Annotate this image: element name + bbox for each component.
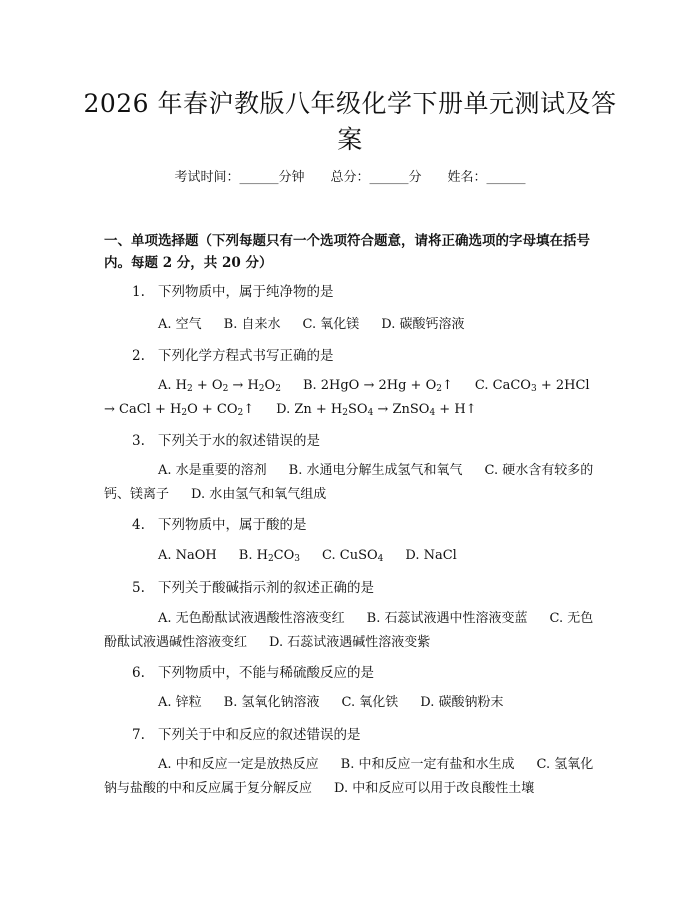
question-4: [132, 515, 307, 535]
option-d: D. 中和反应可以用于改良酸性土壤: [334, 781, 535, 796]
question-text: 下列物质中，不能与稀硫酸反应的是: [158, 665, 374, 681]
exam-info-line: [0, 168, 700, 188]
option-c: C. 硬水含有较多的钙、镁离子: [104, 463, 594, 502]
option-d: D. 石蕊试液遇碱性溶液变紫: [269, 635, 431, 650]
option-a: A. NaOH: [158, 548, 217, 563]
score-blank: ______: [369, 170, 409, 185]
time-blank: ______: [239, 170, 279, 185]
option-a: A. 锌粒: [158, 695, 202, 710]
option-b: B. $H_2CO_3$: [238, 548, 301, 564]
option-b: B. 水通电分解生成氢气和氧气: [288, 463, 463, 478]
option-b: B. 石蕊试液遇中性溶液变蓝: [366, 611, 528, 626]
question-text: 下列化学方程式书写正确的是: [158, 348, 334, 364]
question-text: 下列物质中，属于酸的是: [158, 517, 307, 533]
question-text: 下列关于中和反应的叙述错误的是: [158, 727, 361, 743]
question-text: 下列物质中，属于纯净物的是: [158, 284, 334, 300]
question-4-options: [104, 544, 600, 568]
option-d: D. 水由氢气和氧气组成: [191, 487, 327, 502]
option-a: A. 无色酚酞试液遇酸性溶液变红: [158, 611, 345, 626]
question-5: [132, 578, 374, 598]
question-number: 7.: [132, 727, 145, 743]
name-blank: ______: [486, 170, 526, 185]
option-a: A. 水是重要的溶剂: [158, 463, 267, 478]
option-a: A. 空气: [158, 317, 202, 332]
option-a: A. 中和反应一定是放热反应: [158, 757, 319, 772]
time-unit: 分钟: [278, 170, 305, 185]
option-c: C. 氢氧化钠与盐酸的中和反应属于复分解反应: [104, 757, 594, 796]
question-3: [132, 431, 320, 451]
option-c: C. CuSO$_4$: [322, 548, 384, 564]
option-c: C. CaCO$_3$ + 2HCl → CaCl + $H_2O$ + $CO_2↑$: [104, 378, 590, 418]
question-2: [132, 346, 334, 366]
option-c: C. 无色酚酞试液遇碱性溶液变红: [104, 611, 594, 650]
question-text: 下列关于水的叙述错误的是: [158, 433, 320, 449]
score-label: 总分：: [330, 170, 370, 185]
question-5-options: [104, 607, 600, 655]
option-b: B. $2HgO \to 2Hg + O_2↑$: [302, 378, 453, 394]
question-number: 3.: [132, 433, 145, 449]
option-b: B. 中和反应一定有盐和水生成: [340, 757, 515, 772]
question-number: 4.: [132, 517, 145, 533]
question-1-options: [104, 313, 600, 337]
question-text: 下列关于酸碱指示剂的叙述正确的是: [158, 580, 374, 596]
question-7: [132, 725, 361, 745]
section-heading: 一、单项选择题（下列每题只有一个选项符合题意，请将正确选项的字母填在括号内。每题 2 分，共 20 分）: [104, 233, 590, 271]
question-7-options: [104, 753, 600, 801]
option-d: D. 碳酸钙溶液: [381, 317, 465, 332]
option-d: D. $Zn + H_2SO_4$ → ZnSO$_4$ + H↑: [276, 402, 477, 418]
option-b: B. 自来水: [223, 317, 281, 332]
question-1: [132, 282, 334, 302]
question-number: 1.: [132, 284, 145, 300]
question-3-options: [104, 459, 600, 507]
name-label: 姓名：: [447, 170, 487, 185]
time-label: 考试时间：: [174, 170, 240, 185]
question-6-options: [104, 691, 600, 715]
question-number: 5.: [132, 580, 145, 596]
option-c: C. 氧化镁: [302, 317, 360, 332]
question-2-options: [104, 374, 600, 422]
score-unit: 分: [408, 170, 422, 185]
option-b: B. 氢氧化钠溶液: [223, 695, 320, 710]
question-6: [132, 663, 374, 683]
question-number: 2.: [132, 348, 145, 364]
page-title: 2026 年春沪教版八年级化学下册单元测试及答案: [83, 89, 617, 154]
option-d: D. 碳酸钠粉末: [420, 695, 504, 710]
question-number: 6.: [132, 665, 145, 681]
option-a: A. $H_2 + O_2 \to H_2O_2$: [158, 378, 281, 394]
option-d: D. NaCl: [405, 548, 457, 563]
option-c: C. 氧化铁: [341, 695, 399, 710]
